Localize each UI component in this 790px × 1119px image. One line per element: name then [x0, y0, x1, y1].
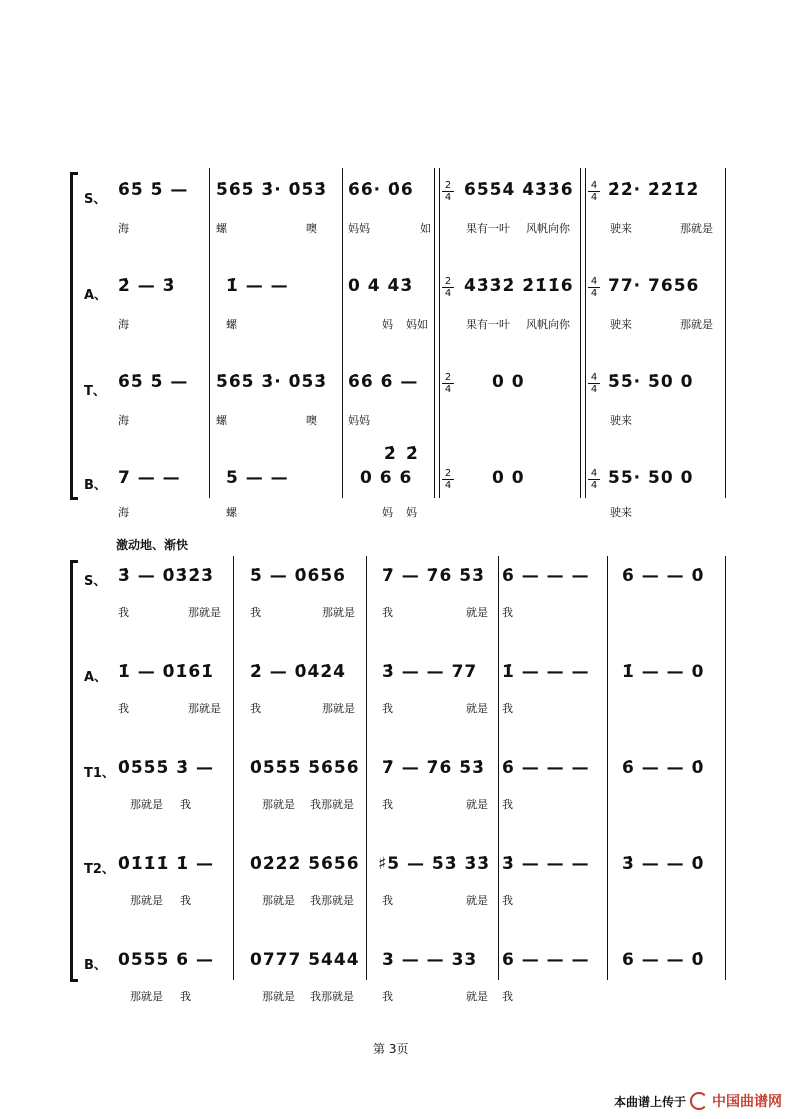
- time-signature: 2 4: [442, 468, 454, 491]
- notes-measure: 6̇ — — —: [502, 758, 590, 778]
- staff-row-soprano: [70, 556, 730, 636]
- notes-measure: 1̇ — —: [226, 276, 289, 296]
- notes-measure: 7 — —: [118, 468, 181, 488]
- time-signature: 4 4: [588, 468, 600, 491]
- lyric: 我: [250, 702, 261, 715]
- lyric: 妈: [406, 506, 417, 519]
- lyric: 果有一叶: [466, 318, 510, 331]
- lyric: 我: [502, 606, 513, 619]
- lyric: 我: [250, 606, 261, 619]
- staff-row-tenor: [70, 360, 730, 430]
- lyric: 我那就是: [310, 894, 354, 907]
- notes-measure: 7̇ — 7̇6̇ 5̇3̇: [382, 566, 485, 586]
- notes-measure: 5̇6̇5̇ 3̇· 0̇5̇3̇: [216, 180, 328, 200]
- lyric: 螺: [216, 414, 227, 427]
- lyric: 就是: [466, 606, 488, 619]
- part-label: T、: [84, 384, 106, 399]
- lyric: 那就是: [188, 702, 221, 715]
- lyric: 就是: [466, 894, 488, 907]
- lyric: 噢: [306, 222, 317, 235]
- notes-measure: 0̇5̇5̇5̇ 3̇ —: [118, 758, 214, 778]
- lyric: 那就是: [680, 318, 713, 331]
- staff-row-bass: [70, 940, 730, 1020]
- lyric: 我: [382, 606, 393, 619]
- notes-measure: 5̇ — 0̇6̇5̇6̇: [250, 566, 346, 586]
- notes-measure: 3 — — 33: [382, 950, 478, 970]
- part-label: B、: [84, 958, 107, 973]
- lyric: 那就是: [130, 894, 163, 907]
- lyric: 我: [382, 990, 393, 1003]
- notes-measure: 1̇ — 0̇1̇6̇1̇: [118, 662, 214, 682]
- lyric: 就是: [466, 702, 488, 715]
- lyric: 驶来: [610, 414, 632, 427]
- tempo-marking: 激动地、渐快: [116, 538, 189, 552]
- notes-measure: 55· 50 0: [608, 468, 694, 488]
- lyric: 海: [118, 414, 129, 427]
- notes-measure: 6 — — 0̇: [622, 950, 705, 970]
- lyric: 就是: [466, 990, 488, 1003]
- part-label: T2、: [84, 862, 115, 877]
- lyric: 我: [502, 894, 513, 907]
- lyric: 我: [180, 990, 191, 1003]
- notes-measure: 2̇ — 0̇4̇2̇4̇: [250, 662, 346, 682]
- staff-row-tenor-2: [70, 844, 730, 924]
- upper-note: 2̇: [384, 444, 397, 464]
- notes-measure: 6̇5̇ 5̇ —: [118, 180, 189, 200]
- lyric: 螺: [226, 506, 237, 519]
- notes-measure: ♯5 — 5̇3̇ 3̇3̇: [378, 854, 491, 874]
- score-system-2: [70, 556, 730, 1003]
- notes-measure: 6̇6̇ 6̇ —: [348, 372, 419, 392]
- notes-measure: 6̇5̇5̇4̇ 4̇3̇3̇6̇: [464, 180, 574, 200]
- lyric: 那就是: [322, 702, 355, 715]
- lyric: 我: [180, 798, 191, 811]
- notes-measure: 6̇5̇ 5̇ —: [118, 372, 189, 392]
- lyric: 我: [118, 606, 129, 619]
- staff-row-soprano: [70, 168, 730, 238]
- notes-measure: 6̇ — — 0̇: [622, 758, 705, 778]
- lyric: 如: [420, 222, 431, 235]
- notes-measure: 0̇2̇2̇2̇ 5̇6̇5̇6̇: [250, 854, 360, 874]
- lyric: 我: [502, 990, 513, 1003]
- staff-row-alto: [70, 652, 730, 732]
- lyric: 我: [118, 702, 129, 715]
- notes-measure: 0555 6 —: [118, 950, 214, 970]
- lyric: 果有一叶: [466, 222, 510, 235]
- lyric: 那就是: [188, 606, 221, 619]
- score-system-1: [70, 168, 730, 519]
- notes-measure: 0 0: [492, 372, 525, 392]
- notes-measure: 0 4 4̇3̇: [348, 276, 414, 296]
- notes-measure: 7̇ — 7̇6̇ 5̇3̇: [382, 758, 485, 778]
- lyric: 我: [502, 798, 513, 811]
- lyric: 那就是: [262, 798, 295, 811]
- time-signature: 4 4: [588, 180, 600, 203]
- lyric: 就是: [466, 798, 488, 811]
- staff-row-tenor-1: [70, 748, 730, 828]
- uploader-credit: [614, 1091, 782, 1111]
- notes-measure: 4̇3̇3̇2̇ 2̇1̇1̇6: [464, 276, 574, 296]
- notes-measure: 6̇ — — 0̇: [622, 566, 705, 586]
- part-label: S、: [84, 574, 107, 589]
- lyric: 海: [118, 318, 129, 331]
- lyric: 我: [382, 702, 393, 715]
- part-label: A、: [84, 670, 108, 685]
- notes-measure: 6 — — —: [502, 950, 590, 970]
- page-number: 第 3页: [373, 1042, 409, 1056]
- lyric: 妈妈: [348, 414, 370, 427]
- lyric: 妈: [382, 318, 393, 331]
- notes-measure: 3̇ — — 0̇: [622, 854, 705, 874]
- lyric: 妈如: [406, 318, 428, 331]
- time-signature: 2 4: [442, 276, 454, 299]
- notes-measure: 5 — —: [226, 468, 289, 488]
- lyric: 驶来: [610, 222, 632, 235]
- lyric: 那就是: [322, 606, 355, 619]
- lyric: 那就是: [680, 222, 713, 235]
- notes-measure: 0 0: [492, 468, 525, 488]
- lyric: 我: [382, 798, 393, 811]
- notes-measure: 0̇1̇1̇1̇ 1̇ —: [118, 854, 214, 874]
- notes-measure: 0 6 6: [360, 468, 413, 488]
- notes-measure: 3̇ — — 77: [382, 662, 478, 682]
- lyric: 我: [180, 894, 191, 907]
- site-logo-icon: [690, 1092, 708, 1110]
- lyric: 海: [118, 506, 129, 519]
- staff-row-alto: [70, 264, 730, 334]
- notes-measure: 0777 5444: [250, 950, 360, 970]
- notes-measure: 6̇ — — —: [502, 566, 590, 586]
- time-signature: 2 4: [442, 180, 454, 203]
- lyric: 驶来: [610, 506, 632, 519]
- lyric: 妈: [382, 506, 393, 519]
- upper-note: 2̇: [406, 444, 419, 464]
- staff-row-bass: [70, 442, 730, 519]
- time-signature: 4 4: [588, 276, 600, 299]
- lyric: 海: [118, 222, 129, 235]
- lyric: 那就是: [130, 798, 163, 811]
- lyric: 噢: [306, 414, 317, 427]
- notes-measure: 3̇ — — —: [502, 854, 590, 874]
- lyric: 我: [382, 894, 393, 907]
- time-signature: 4 4: [588, 372, 600, 395]
- part-label: B、: [84, 478, 107, 493]
- notes-measure: 5̇5̇· 5̇0 0: [608, 372, 694, 392]
- notes-measure: 77· 7656: [608, 276, 700, 296]
- notes-measure: 0̇5̇5̇5̇ 5̇6̇5̇6̇: [250, 758, 360, 778]
- notes-measure: 3̇ — 0̇3̇2̇3̇: [118, 566, 214, 586]
- lyric: 那就是: [130, 990, 163, 1003]
- part-label: A、: [84, 288, 108, 303]
- lyric: 螺: [216, 222, 227, 235]
- notes-measure: 5̇6̇5̇ 3̇· 0̇5̇3̇: [216, 372, 328, 392]
- lyric: 我那就是: [310, 990, 354, 1003]
- lyric: 螺: [226, 318, 237, 331]
- lyric: 那就是: [262, 894, 295, 907]
- lyric: 我那就是: [310, 798, 354, 811]
- lyric: 妈妈: [348, 222, 370, 235]
- notes-measure: 1̇ — — —: [502, 662, 590, 682]
- site-name[interactable]: 中国曲谱网: [712, 1094, 782, 1110]
- notes-measure: 6̇6̇· 0̇6̇: [348, 180, 414, 200]
- part-label: S、: [84, 192, 107, 207]
- part-label: T1、: [84, 766, 115, 781]
- notes-measure: 1̇ — — 0: [622, 662, 705, 682]
- lyric: 风帆向你: [526, 222, 570, 235]
- notes-measure: 2̇2̇· 2̇2̇1̇2̇: [608, 180, 700, 200]
- lyric: 我: [502, 702, 513, 715]
- notes-measure: 2̇ — 3̇: [118, 276, 176, 296]
- lyric: 风帆向你: [526, 318, 570, 331]
- uploader-text: 本曲谱上传于: [613, 1094, 686, 1109]
- lyric: 驶来: [610, 318, 632, 331]
- time-signature: 2 4: [442, 372, 454, 395]
- lyric: 那就是: [262, 990, 295, 1003]
